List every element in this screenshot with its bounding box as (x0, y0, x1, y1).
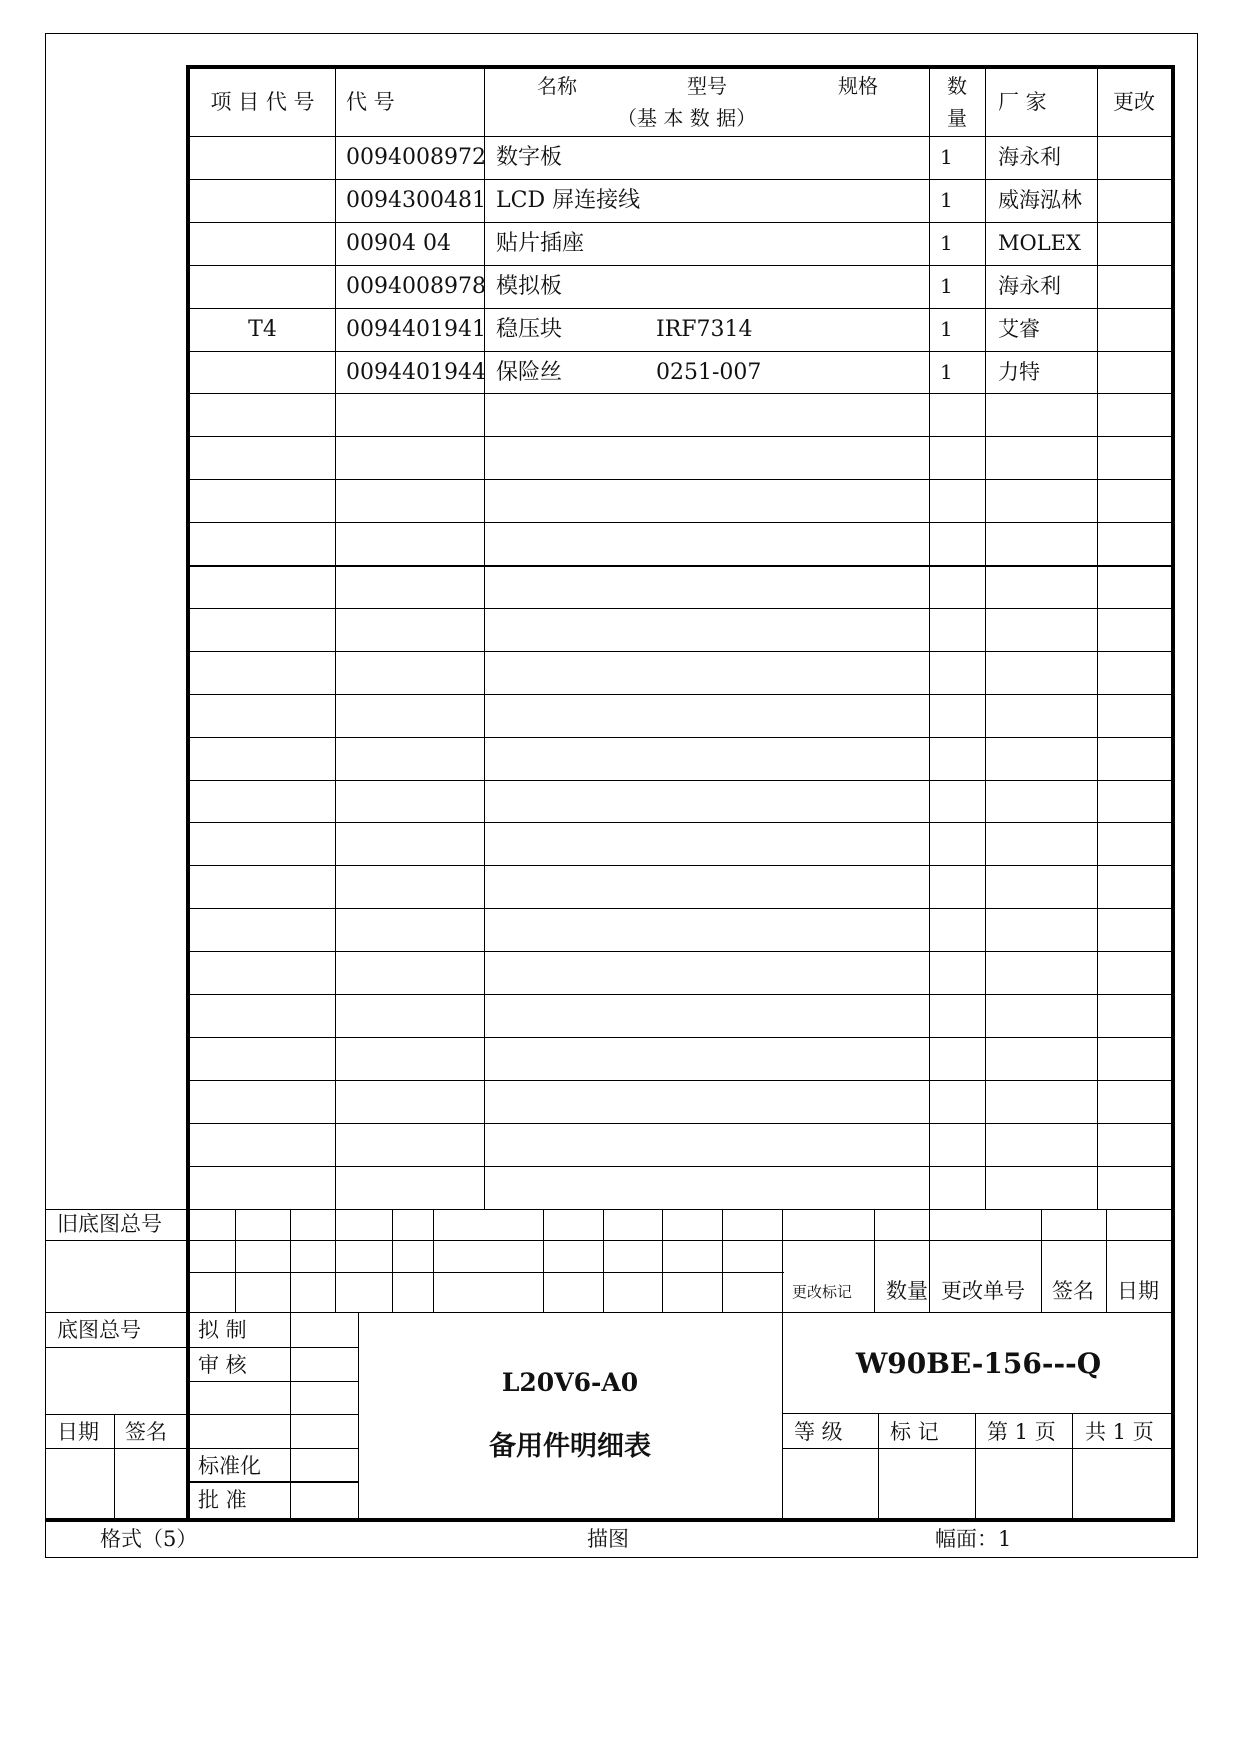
outer-frame-left (45, 33, 46, 1558)
cell-maker: 艾睿 (998, 317, 1040, 341)
row-line (190, 265, 1171, 266)
row-line (190, 351, 1171, 352)
title-line (186, 1381, 358, 1382)
change-no-label: 更改单号 (941, 1279, 1025, 1303)
col-line (929, 68, 930, 1210)
change-col (722, 1209, 723, 1312)
page-total: 共 1 页 (1085, 1420, 1154, 1444)
title-line (1072, 1413, 1073, 1518)
cell-name: 保险丝 (496, 360, 563, 385)
inner-frame-right (1171, 65, 1175, 1522)
row-line (190, 608, 1171, 609)
inner-frame-bottom (45, 1518, 1175, 1522)
change-sign-label: 签名 (1052, 1279, 1094, 1303)
change-area-line (45, 1209, 1175, 1210)
page-number: 第 1 页 (987, 1420, 1056, 1444)
outer-frame-bottom (45, 1557, 1197, 1558)
standardized-label: 标准化 (198, 1454, 261, 1478)
grade-label: 等 级 (794, 1420, 843, 1444)
row-line (190, 522, 1171, 523)
cell-model: 0251-007 (656, 360, 762, 385)
title-line (782, 1448, 1175, 1449)
cell-name: 稳压块 (496, 317, 563, 342)
col-line (335, 68, 336, 1210)
change-area-line (45, 1240, 186, 1241)
change-date-label: 日期 (1117, 1279, 1159, 1303)
header-maker: 厂 家 (998, 90, 1047, 114)
col-line (484, 68, 485, 1210)
row-line (190, 780, 1171, 781)
cell-name: 数字板 (496, 145, 563, 170)
cell-code: 0094008972 (346, 145, 486, 170)
title-line (975, 1413, 976, 1518)
row-line (190, 994, 1171, 995)
row-line (190, 822, 1171, 823)
document-number: W90BE-156---Q (855, 1347, 1102, 1380)
change-col (235, 1209, 236, 1312)
change-col (543, 1209, 544, 1312)
cell-name: LCD 屏连接线 (496, 188, 641, 213)
reviewed-label: 审 核 (198, 1353, 247, 1377)
change-area-line (874, 1240, 1175, 1241)
change-col (1041, 1209, 1042, 1312)
cell-maker: MOLEX (998, 231, 1081, 255)
cell-code: 0094401941 (346, 317, 486, 342)
change-col (603, 1209, 604, 1312)
mark-label: 标 记 (890, 1420, 939, 1444)
title-line (186, 1481, 358, 1483)
cell-item: T4 (248, 317, 277, 342)
change-qty-label: 数量 (886, 1279, 928, 1303)
row-line (190, 393, 1171, 394)
title-line (114, 1414, 115, 1518)
outer-frame-right (1197, 33, 1198, 1558)
old-base-drawing-label: 旧底图总号 (57, 1212, 162, 1236)
header-item-code: 项 目 代 号 (210, 90, 315, 114)
cell-name: 贴片插座 (496, 231, 585, 256)
inner-frame-left (186, 65, 190, 1522)
cell-code: 0094300481 (346, 188, 486, 213)
header-change: 更改 (1113, 90, 1155, 114)
col-line (1097, 68, 1098, 1210)
row-line (190, 1037, 1171, 1038)
change-area-line (186, 1272, 784, 1273)
date-label: 日期 (57, 1420, 99, 1444)
outer-frame-top (45, 33, 1197, 34)
cell-maker: 威海泓林 (998, 188, 1082, 212)
row-line (190, 694, 1171, 695)
title-line (290, 1312, 291, 1518)
row-line (190, 1166, 1171, 1167)
format-label: 格式（5） (100, 1527, 198, 1551)
change-col (662, 1209, 663, 1312)
header-qty-top: 数 (947, 74, 967, 98)
title-line (45, 1414, 358, 1415)
cell-code: 00904 04 (346, 231, 451, 256)
change-col (392, 1209, 393, 1312)
row-line (190, 1123, 1171, 1124)
change-area-line (45, 1312, 1175, 1313)
change-col (290, 1209, 291, 1312)
row-line (190, 179, 1171, 180)
header-basic-data: （基 本 数 据） (617, 106, 757, 130)
title-line (782, 1413, 1175, 1414)
change-col (433, 1209, 434, 1312)
row-line (190, 222, 1171, 223)
col-line (985, 68, 986, 1210)
header-qty-bottom: 量 (947, 106, 967, 130)
row-line (190, 1080, 1171, 1081)
row-line (190, 951, 1171, 952)
change-col (1106, 1209, 1107, 1312)
row-line (190, 565, 1171, 567)
cell-name: 模拟板 (496, 274, 563, 299)
header-spec: 规格 (838, 74, 878, 98)
title-line (782, 1312, 783, 1518)
cell-qty: 1 (940, 145, 953, 169)
cell-qty: 1 (940, 188, 953, 212)
base-drawing-label: 底图总号 (57, 1318, 141, 1342)
cell-code: 0094008978 (346, 274, 486, 299)
cell-code: 0094401944 (346, 360, 486, 385)
title-line (878, 1413, 879, 1518)
cell-maker: 海永利 (998, 274, 1061, 298)
cell-qty: 1 (940, 360, 953, 384)
title-line (45, 1448, 358, 1449)
product-model: L20V6-A0 (501, 1368, 639, 1397)
cell-maker: 海永利 (998, 145, 1061, 169)
signature-label: 签名 (125, 1420, 167, 1444)
change-col (335, 1209, 336, 1312)
approved-label: 批 准 (198, 1488, 247, 1512)
row-line (190, 737, 1171, 738)
header-model: 型号 (687, 74, 727, 98)
title-line (45, 1347, 186, 1348)
change-col (874, 1209, 875, 1312)
trace-label: 描图 (587, 1527, 629, 1551)
title-line (358, 1312, 359, 1518)
row-line (190, 908, 1171, 909)
row-line (190, 436, 1171, 437)
cell-maker: 力特 (998, 360, 1040, 384)
header-code: 代 号 (346, 90, 395, 114)
document-title: 备用件明细表 (489, 1431, 651, 1462)
cell-qty: 1 (940, 231, 953, 255)
sheet-size-label: 幅面：1 (935, 1527, 1012, 1551)
row-line (190, 308, 1171, 309)
cell-model: IRF7314 (656, 317, 753, 342)
row-line (190, 865, 1171, 866)
header-name: 名称 (537, 74, 577, 98)
cell-qty: 1 (940, 274, 953, 298)
drafted-label: 拟 制 (198, 1318, 247, 1342)
change-col (782, 1209, 783, 1312)
row-line (190, 651, 1171, 652)
row-line (190, 136, 1171, 137)
cell-qty: 1 (940, 317, 953, 341)
title-line (186, 1347, 358, 1348)
row-line (190, 479, 1171, 480)
change-col (929, 1209, 930, 1312)
change-mark-label: 更改标记 (792, 1283, 853, 1301)
